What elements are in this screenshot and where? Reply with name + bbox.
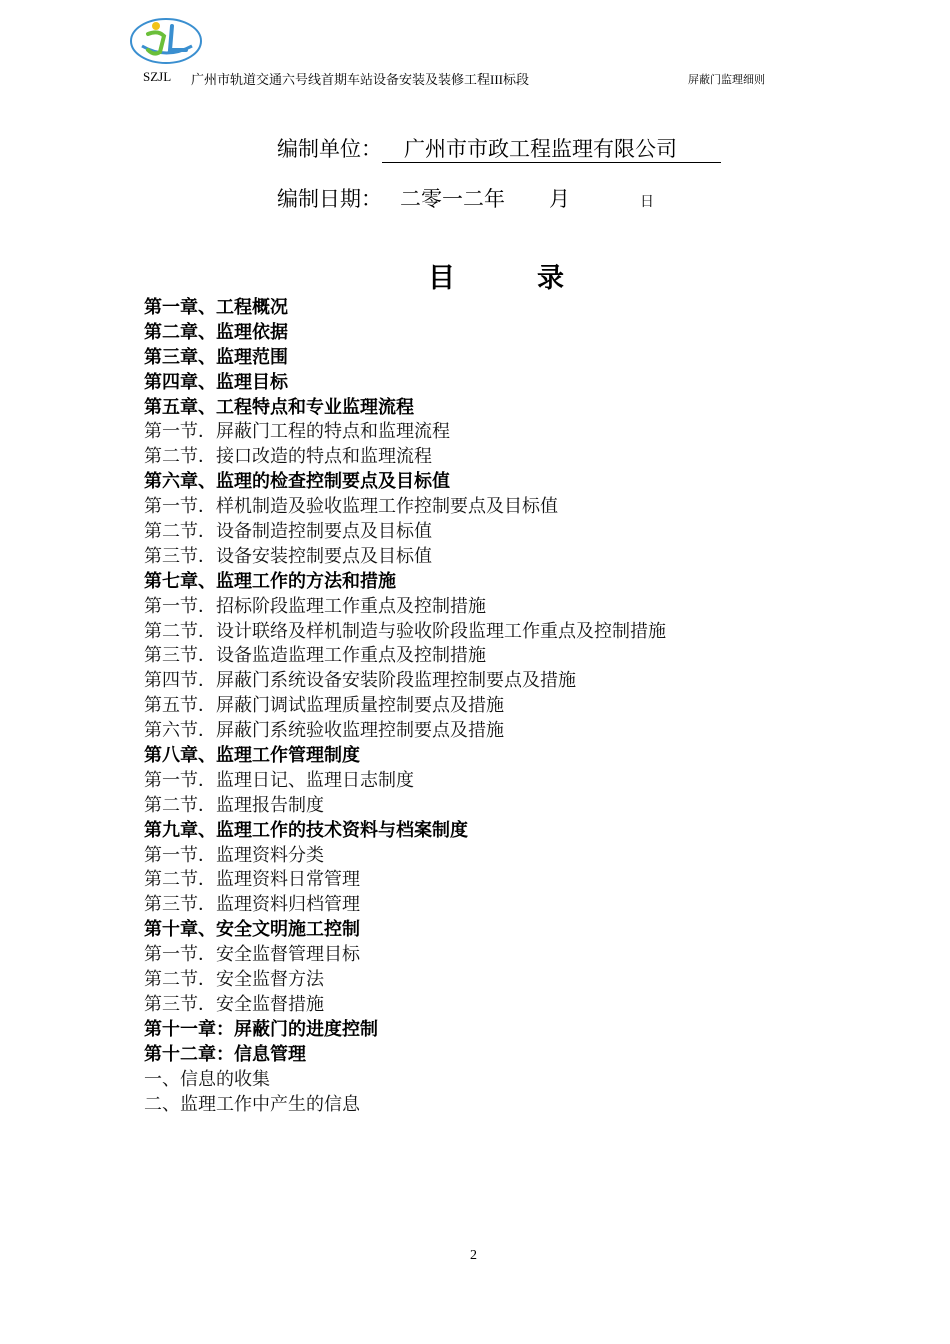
toc-section-item[interactable]: 第二节．安全监督方法 <box>144 969 324 991</box>
toc-section-item[interactable]: 第二节．监理资料日常管理 <box>144 869 360 891</box>
toc-section-item[interactable]: 一、信息的收集 <box>144 1068 270 1090</box>
toc-chapter-item[interactable]: 第十二章：信息管理 <box>144 1043 306 1065</box>
toc-section-item[interactable]: 第六节．屏蔽门系统验收监理控制要点及措施 <box>144 720 504 742</box>
toc-section-item[interactable]: 第三节．设备监造监理工作重点及控制措施 <box>144 645 486 667</box>
compile-date-day: 日 <box>640 194 654 210</box>
toc-section-item[interactable]: 第一节．招标阶段监理工作重点及控制措施 <box>144 595 486 617</box>
compile-date-month: 月 <box>549 187 570 211</box>
header-doc-title: 屏蔽门监理细则 <box>688 74 765 86</box>
page-number: 2 <box>470 1248 477 1263</box>
toc-chapter-item[interactable]: 第十一章：屏蔽门的进度控制 <box>144 1018 378 1040</box>
toc-section-item[interactable]: 第一节．屏蔽门工程的特点和监理流程 <box>144 421 450 443</box>
compile-unit-line <box>277 133 721 163</box>
toc-chapter-item[interactable]: 第七章、监理工作的方法和措施 <box>144 570 396 592</box>
toc-section-item[interactable]: 第二节．设备制造控制要点及目标值 <box>144 521 432 543</box>
toc-title-a: 目 <box>428 263 455 294</box>
toc-chapter-item[interactable]: 第三章、监理范围 <box>144 346 288 368</box>
compile-unit-value: 广州市市政工程监理有限公司 <box>382 136 721 163</box>
toc-chapter-item[interactable]: 第五章、工程特点和专业监理流程 <box>144 396 414 418</box>
toc-chapter-item[interactable]: 第一章、工程概况 <box>144 297 288 318</box>
compile-unit-label: 编制单位： <box>277 137 382 161</box>
toc-section-item[interactable]: 第二节．设计联络及样机制造与验收阶段监理工作重点及控制措施 <box>144 620 666 642</box>
toc-section-item[interactable]: 第二节．监理报告制度 <box>144 794 324 816</box>
toc-chapter-item[interactable]: 第四章、监理目标 <box>144 371 288 393</box>
compile-date-year: 二零一二年 <box>400 187 505 211</box>
toc-title-b: 录 <box>537 263 564 294</box>
toc-section-item[interactable]: 第一节．监理日记、监理日志制度 <box>144 769 414 791</box>
toc-section-item[interactable]: 二、监理工作中产生的信息 <box>144 1093 360 1115</box>
toc-title <box>428 256 564 295</box>
toc-chapter-item[interactable]: 第二章、监理依据 <box>144 321 288 343</box>
toc-section-item[interactable]: 第三节．安全监督措施 <box>144 993 324 1015</box>
toc-section-item[interactable]: 第三节．设备安装控制要点及目标值 <box>144 545 432 567</box>
toc-list <box>144 296 666 1117</box>
toc-section-item[interactable]: 第四节．屏蔽门系统设备安装阶段监理控制要点及措施 <box>144 670 576 692</box>
compile-date-label: 编制日期： <box>277 187 382 211</box>
toc-section-item[interactable]: 第三节．监理资料归档管理 <box>144 894 360 916</box>
header-project-title: 广州市轨道交通六号线首期车站设备安装及装修工程III标段 <box>191 72 529 87</box>
toc-section-item[interactable]: 第一节．安全监督管理目标 <box>144 944 360 966</box>
toc-section-item[interactable]: 第二节．接口改造的特点和监理流程 <box>144 446 432 468</box>
toc-chapter-item[interactable]: 第六章、监理的检查控制要点及目标值 <box>144 471 450 493</box>
company-logo-icon <box>128 16 204 66</box>
header-code: SZJL <box>143 69 172 84</box>
toc-section-item[interactable]: 第一节．监理资料分类 <box>144 844 324 866</box>
toc-chapter-item[interactable]: 第八章、监理工作管理制度 <box>144 745 360 767</box>
compile-date-line <box>277 183 654 213</box>
toc-chapter-item[interactable]: 第九章、监理工作的技术资料与档案制度 <box>144 819 468 841</box>
toc-section-item[interactable]: 第五节．屏蔽门调试监理质量控制要点及措施 <box>144 695 504 717</box>
toc-chapter-item[interactable]: 第十章、安全文明施工控制 <box>144 919 360 941</box>
toc-section-item[interactable]: 第一节．样机制造及验收监理工作控制要点及目标值 <box>144 496 558 518</box>
